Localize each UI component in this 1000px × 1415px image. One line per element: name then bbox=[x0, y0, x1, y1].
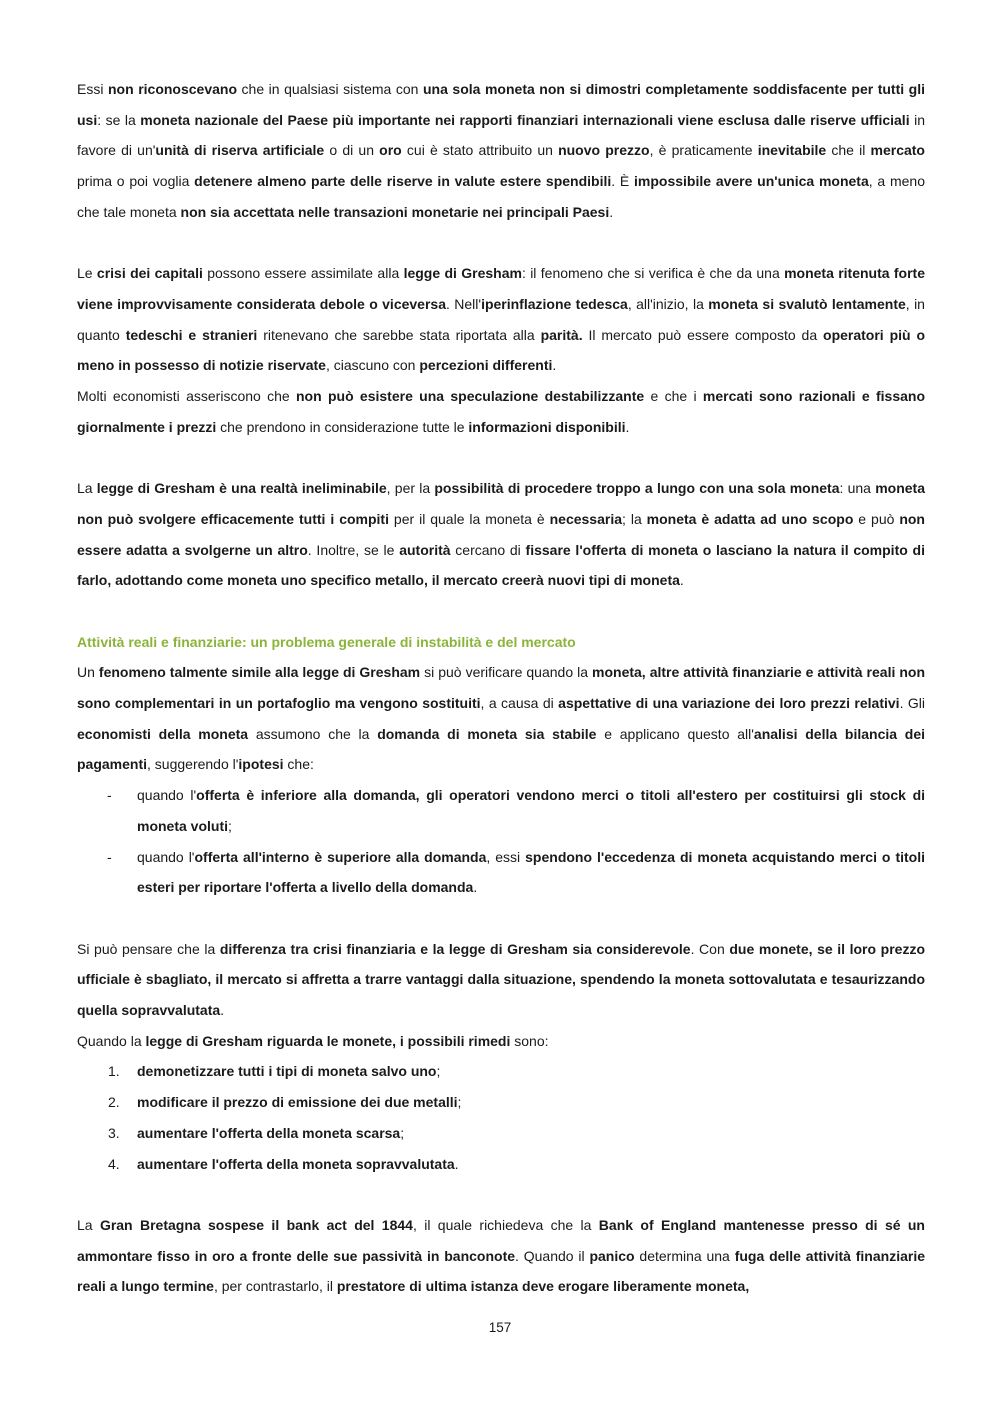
bold-text-run: iperinflazione tedesca bbox=[481, 295, 628, 312]
list-item bbox=[77, 780, 925, 841]
bold-text-run: informazioni disponibili bbox=[468, 418, 626, 435]
text-run: . bbox=[220, 1002, 225, 1019]
list-item bbox=[77, 1056, 925, 1087]
text-run: . Inoltre, se le bbox=[307, 541, 400, 558]
text-run: , suggerendo l' bbox=[147, 756, 239, 773]
text-run: quando l' bbox=[137, 787, 197, 804]
bold-text-run: offerta è inferiore alla domanda, gli operatori vendono merci o titoli all'estero per costituirsi gli stock di moneta voluti bbox=[137, 787, 926, 834]
bold-text-run: legge di Gresham bbox=[403, 265, 522, 282]
text-run: , per contrastarlo, il bbox=[213, 1278, 337, 1295]
text-run: . bbox=[552, 357, 557, 374]
bold-text-run: differenza tra crisi finanziaria e la legge di Gresham sia considerevole bbox=[219, 940, 691, 957]
paragraph-financial-crisis-difference bbox=[77, 934, 925, 1026]
text-run: ; bbox=[400, 1124, 405, 1141]
text-run: La bbox=[77, 480, 97, 497]
bold-text-run: demonetizzare tutti i tipi di moneta salvo uno bbox=[137, 1063, 437, 1080]
text-run: : se la bbox=[97, 111, 141, 128]
text-run: , in quanto bbox=[77, 295, 925, 343]
hypothesis-list bbox=[77, 780, 925, 903]
bold-text-run: panico bbox=[589, 1247, 635, 1264]
bold-text-run: oro bbox=[379, 142, 402, 159]
text-run: . Nell' bbox=[445, 295, 482, 312]
bold-text-run: non può esistere una speculazione destabilizzante bbox=[296, 388, 645, 405]
bold-text-run: ipotesi bbox=[238, 756, 284, 773]
list-item-text bbox=[137, 787, 925, 834]
text-run: . bbox=[473, 879, 478, 896]
text-run: ; bbox=[457, 1094, 462, 1111]
list-item bbox=[77, 1087, 925, 1118]
text-run: quando l' bbox=[137, 848, 195, 865]
paragraph-remedies-intro bbox=[77, 1026, 925, 1057]
text-run: Quando la bbox=[77, 1032, 146, 1049]
bold-text-run: fenomeno talmente simile alla legge di Gresham bbox=[98, 664, 421, 681]
text-run: in favore di un' bbox=[77, 111, 925, 159]
text-run: Un bbox=[77, 664, 99, 681]
text-run: Si può pensare che la bbox=[77, 940, 220, 957]
bold-text-run: economisti della moneta bbox=[77, 725, 249, 742]
text-run: Il mercato può essere composto da bbox=[582, 326, 824, 343]
text-run: e applicano questo all' bbox=[596, 725, 754, 742]
bold-text-run: una sola moneta non si dimostri completamente soddisfacente per tutti gli usi bbox=[77, 81, 926, 128]
text-run: , è praticamente bbox=[649, 142, 758, 159]
bold-text-run: mercati sono razionali e fissano giornalmente i prezzi bbox=[77, 388, 925, 435]
text-run: assumono che la bbox=[248, 725, 378, 742]
text-run: . Gli bbox=[899, 695, 925, 712]
text-run: che il bbox=[826, 142, 871, 159]
text-run: ritenevano che sarebbe stata riportata alla bbox=[257, 326, 541, 343]
text-run: che: bbox=[283, 756, 314, 773]
bold-text-run: percezioni differenti bbox=[419, 357, 553, 374]
text-run: . bbox=[625, 418, 630, 435]
remedies-list bbox=[77, 1056, 925, 1179]
text-run: , ciascuno con bbox=[325, 357, 420, 374]
bold-text-run: parità. bbox=[540, 326, 583, 343]
bold-text-run: analisi della bilancia dei pagamenti bbox=[77, 725, 926, 773]
bold-text-run: operatori più o meno in possesso di notizie riservate bbox=[77, 326, 926, 374]
text-run: , essi bbox=[486, 848, 526, 865]
bold-text-run: non riconoscevano bbox=[108, 81, 238, 97]
bold-text-run: moneta, altre attività finanziarie e attività reali non sono complementari in un portafoglio ma vengono sostituiti bbox=[77, 664, 925, 712]
list-item-text bbox=[137, 1063, 440, 1079]
text-run: ; bbox=[228, 817, 232, 834]
text-run: , a meno che tale moneta bbox=[77, 173, 925, 220]
text-run: Molti economisti asseriscono che bbox=[77, 388, 296, 405]
text-run: cui è stato attribuito un bbox=[401, 142, 559, 159]
text-run: , il quale richiedeva che la bbox=[412, 1216, 599, 1233]
bold-text-run: fissare l'offerta di moneta o lasciano la natura il compito di farlo, adottando come moneta uno specifico metallo, il mercato creerà nuovi tipi di moneta bbox=[77, 541, 925, 589]
text-run: si può verificare quando la bbox=[420, 664, 593, 681]
list-item bbox=[77, 1149, 925, 1180]
text-run: cercano di bbox=[450, 541, 526, 558]
text-run: , all'inizio, la bbox=[627, 295, 709, 312]
bold-text-run: due monete, se il loro prezzo ufficiale è sbagliato, il mercato si affretta a trarre vantaggi dalla situazione, spendendo la moneta sottovalutata e tesaurizzando quella sopravvalutata bbox=[77, 940, 925, 1019]
bold-text-run: non essere adatta a svolgerne un altro bbox=[77, 510, 925, 558]
bold-text-run: aumentare l'offerta della moneta sopravvalutata bbox=[137, 1155, 455, 1172]
text-run: . bbox=[679, 572, 684, 589]
text-run: : una bbox=[839, 480, 876, 497]
bold-text-run: prestatore di ultima istanza deve erogare liberamente moneta, bbox=[336, 1278, 750, 1295]
bold-text-run: offerta all'interno è superiore alla domanda bbox=[194, 848, 487, 865]
text-run: Le bbox=[77, 265, 97, 282]
bold-text-run: moneta si svalutò lentamente bbox=[708, 295, 906, 312]
bold-text-run: modificare il prezzo di emissione dei due metalli bbox=[137, 1094, 458, 1111]
text-run: che in qualsiasi sistema con bbox=[237, 81, 423, 97]
text-run: . bbox=[454, 1155, 459, 1172]
bold-text-run: legge di Gresham è una realtà ineliminabile bbox=[96, 480, 387, 497]
list-item bbox=[77, 1118, 925, 1149]
bold-text-run: possibilità di procedere troppo a lungo con una sola moneta bbox=[434, 480, 840, 497]
text-run: , per la bbox=[386, 480, 435, 497]
bold-text-run: mercato bbox=[870, 142, 925, 159]
text-run: e che i bbox=[644, 388, 703, 405]
text-run: ; la bbox=[622, 510, 647, 527]
paragraph-gresham-law bbox=[77, 473, 925, 596]
text-run: . È bbox=[611, 173, 635, 190]
bold-text-run: moneta non può svolgere efficacemente tutti i compiti bbox=[77, 480, 925, 527]
list-item bbox=[77, 842, 925, 903]
text-run: e può bbox=[853, 510, 900, 527]
list-item-text bbox=[137, 1156, 459, 1172]
list-dash-marker: - bbox=[107, 848, 112, 865]
text-run: . Con bbox=[690, 940, 730, 957]
text-run: determina una bbox=[634, 1247, 735, 1264]
bold-text-run: Gran Bretagna sospese il bank act del 1844 bbox=[99, 1216, 413, 1233]
text-run: prima o poi voglia bbox=[77, 173, 195, 190]
bold-text-run: autorità bbox=[399, 541, 451, 558]
text-run: : il fenomeno che si verifica è che da una bbox=[521, 265, 785, 282]
text-run: . Quando il bbox=[515, 1247, 590, 1264]
list-number: 3. bbox=[108, 1124, 120, 1141]
bold-text-run: legge di Gresham riguarda le monete, i possibili rimedi bbox=[145, 1032, 511, 1049]
text-run: , a causa di bbox=[480, 695, 559, 712]
text-run: o di un bbox=[324, 142, 380, 159]
bold-text-run: nuovo prezzo bbox=[558, 142, 650, 159]
text-run: per il quale la moneta è bbox=[388, 510, 550, 527]
bold-text-run: inevitabile bbox=[757, 142, 827, 159]
text-run: che prendono in considerazione tutte le bbox=[216, 418, 469, 435]
text-run: ; bbox=[436, 1063, 441, 1080]
text-run: La bbox=[77, 1216, 100, 1233]
text-run: . bbox=[609, 203, 614, 220]
bold-text-run: impossibile avere un'unica moneta bbox=[634, 173, 869, 190]
bold-text-run: aumentare l'offerta della moneta scarsa bbox=[137, 1124, 401, 1141]
list-number: 1. bbox=[108, 1063, 120, 1080]
bold-text-run: fuga delle attività finanziarie reali a lungo termine bbox=[77, 1247, 925, 1295]
bold-text-run: domanda di moneta sia stabile bbox=[377, 725, 597, 742]
list-number: 2. bbox=[108, 1094, 120, 1111]
bold-text-run: tedeschi e stranieri bbox=[125, 326, 258, 343]
bold-text-run: Bank of England mantenesse presso di sé un ammontare fisso in oro a fronte delle sue passività in banconote bbox=[77, 1216, 925, 1264]
bold-text-run: necessaria bbox=[549, 510, 623, 527]
document-page bbox=[77, 74, 925, 1302]
paragraph-real-financial-assets bbox=[77, 657, 925, 780]
bold-text-run: moneta nazionale del Paese più importante nei rapporti finanziari internazionali viene esclusa dalle riserve ufficiali bbox=[140, 111, 910, 128]
text-run: sono: bbox=[510, 1032, 549, 1049]
bold-text-run: aspettative di una variazione dei loro prezzi relativi bbox=[558, 695, 900, 712]
bold-text-run: non sia accettata nelle transazioni monetarie nei principali Paesi bbox=[180, 203, 610, 220]
list-item-text bbox=[137, 1125, 404, 1141]
list-dash-marker: - bbox=[107, 787, 112, 804]
bold-text-run: moneta ritenuta forte viene improvvisamente considerata debole o viceversa bbox=[77, 265, 925, 312]
text-run: possono essere assimilate alla bbox=[202, 265, 404, 282]
paragraph-single-currency bbox=[77, 74, 925, 228]
paragraph-bank-act bbox=[77, 1210, 925, 1302]
bold-text-run: unità di riserva artificiale bbox=[155, 142, 325, 159]
paragraph-economists bbox=[77, 381, 925, 442]
bold-text-run: moneta è adatta ad uno scopo bbox=[646, 510, 854, 527]
bold-text-run: crisi dei capitali bbox=[96, 265, 203, 282]
text-run: Essi bbox=[77, 81, 108, 97]
paragraph-capital-crises bbox=[77, 258, 925, 381]
bold-text-run: detenere almeno parte delle riserve in valute estere spendibili bbox=[194, 173, 612, 190]
page-number: 157 bbox=[488, 1320, 512, 1335]
bold-text-run: spendono l'eccedenza di moneta acquistando merci o titoli esteri per riportare l'offerta a livello della domanda bbox=[137, 848, 925, 896]
list-item-text bbox=[137, 849, 925, 896]
list-number: 4. bbox=[108, 1155, 120, 1172]
section-heading: Attività reali e finanziarie: un problema generale di instabilità e del mercato bbox=[77, 633, 576, 650]
list-item-text bbox=[137, 1094, 461, 1110]
